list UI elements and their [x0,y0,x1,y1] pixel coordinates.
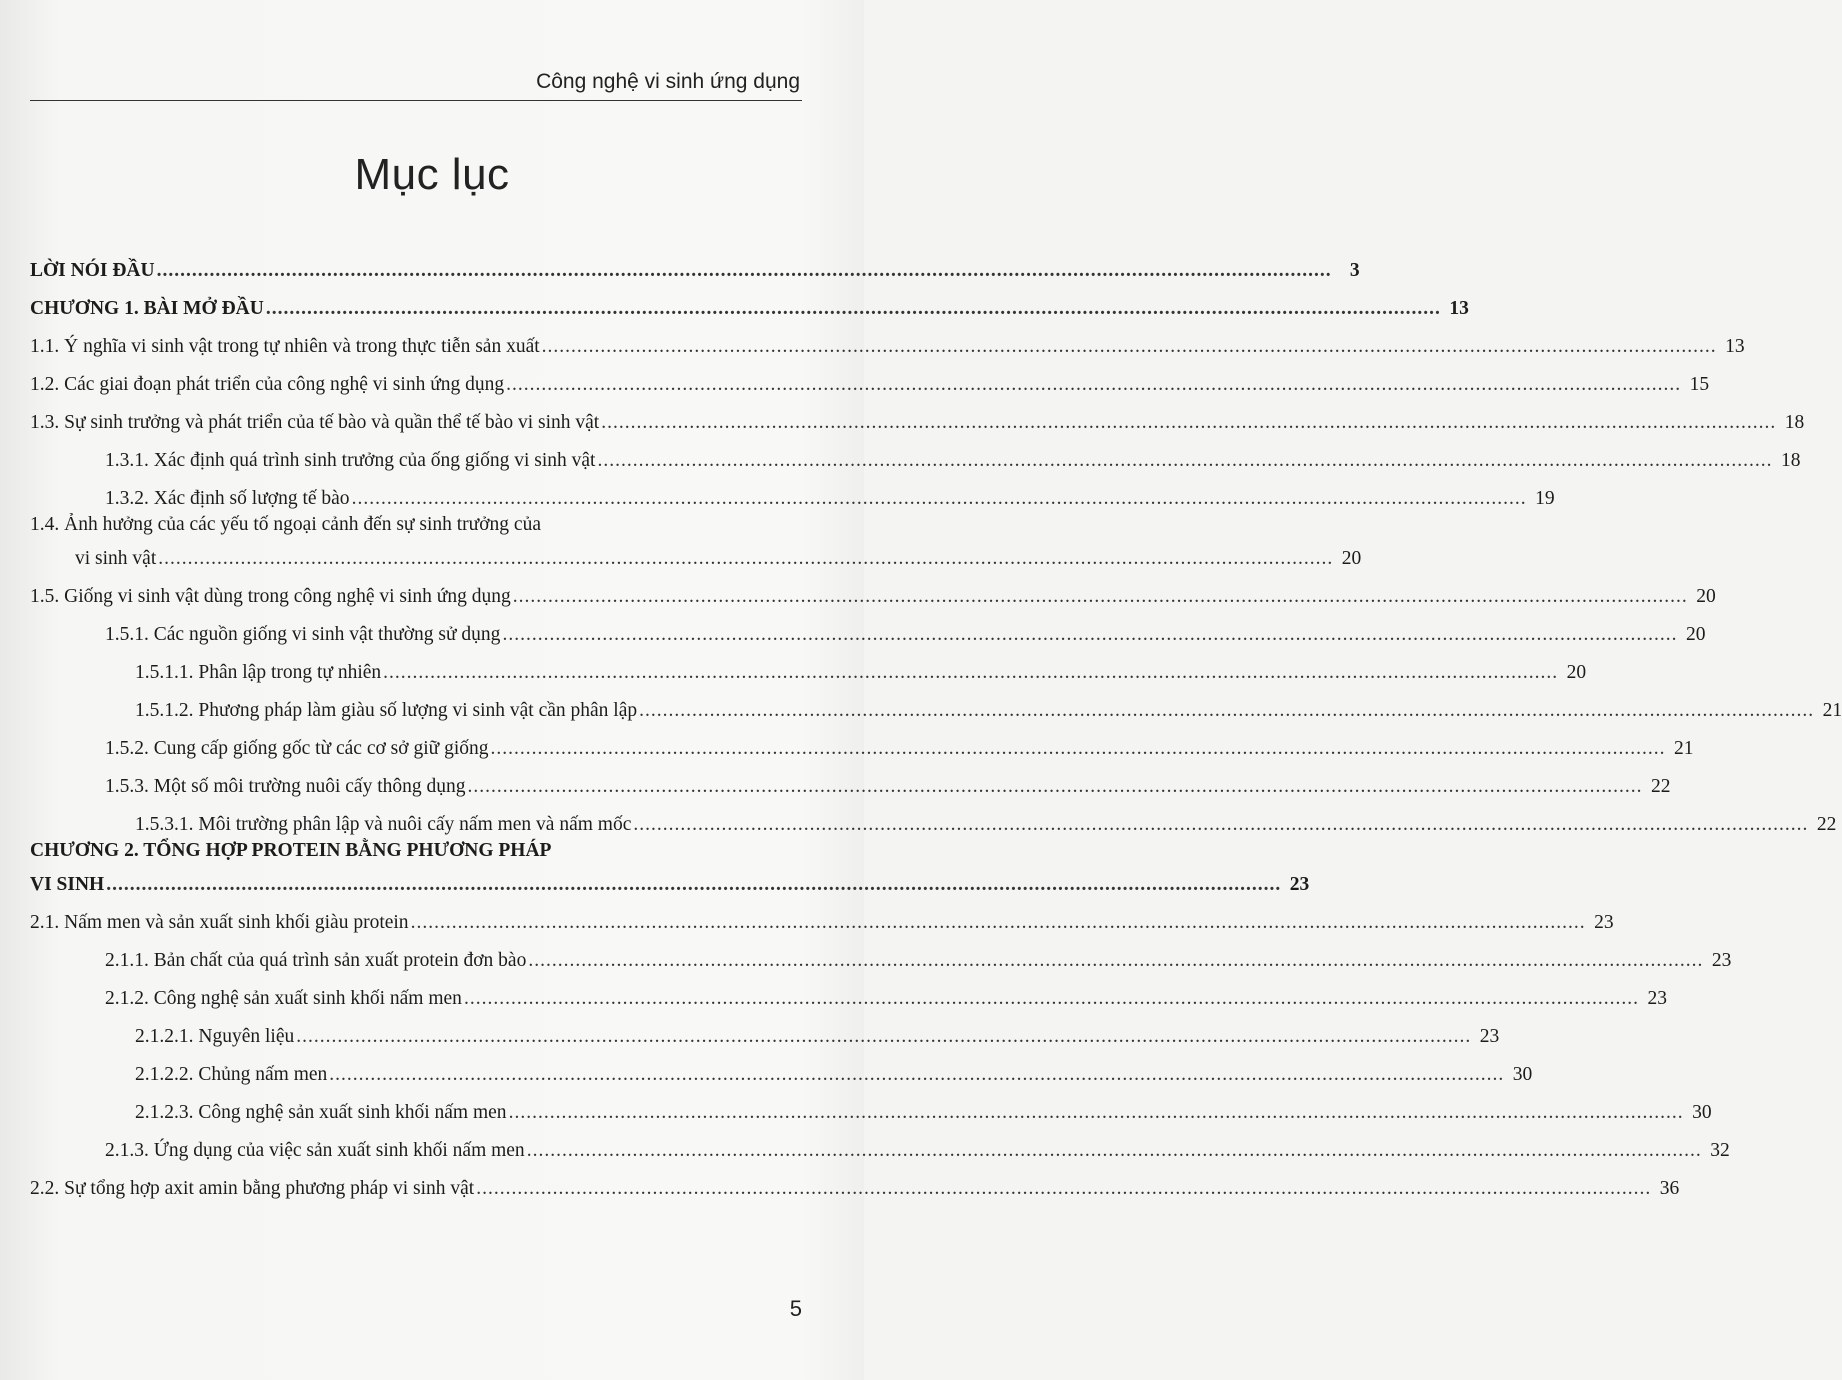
dot-leader: ........................................................................................................................................................................................................ [597,450,1773,471]
toc-entry [30,684,1842,722]
toc-entry-text: 1.4. Ảnh hưởng của các yếu tố ngoại cảnh đến sự sinh trưởng của [30,514,541,535]
dot-leader: ........................................................................................................................................................................................................ [633,814,1809,835]
toc-entry [30,1124,1730,1162]
toc-entry-text: 2.1. Nấm men và sản xuất sinh khối giàu protein [30,912,409,933]
dot-leader: ........................................................................................................................................................................................................ [490,738,1666,759]
toc-entry-text: 1.2. Các giai đoạn phát triển của công nghệ vi sinh ứng dụng [30,374,505,395]
toc-entry [30,760,1671,798]
toc-entry-text: 1.3. Sự sinh trưởng và phát triển của tế bào và quần thể tế bào vi sinh vật [30,412,600,433]
toc-entry-text: 2.1.2.2. Chủng nấm men [135,1064,328,1085]
toc-entry-text: 1.5.2. Cung cấp giống gốc từ các cơ sở giữ giống [105,738,489,759]
dot-leader: ........................................................................................................................................................................................................ [476,1178,1652,1199]
toc-entry-text: 2.1.2.1. Nguyên liệu [135,1026,295,1047]
toc-page-number: 23 [1289,874,1310,895]
toc-page-number: 22 [1816,814,1837,835]
toc-page-number: 23 [1647,988,1667,1009]
dot-leader: ........................................................................................................................................................................................................ [639,700,1815,721]
toc-entry [30,1048,1533,1086]
toc-entry [30,396,1805,434]
toc-entry [30,896,1614,934]
dot-leader: ........................................................................................................................................................................................................ [410,912,1586,933]
toc-entry [30,282,1469,320]
toc-page-number: 20 [1685,624,1706,645]
toc-entry-text: 2.1.3. Ứng dụng của việc sản xuất sinh khối nấm men [105,1140,525,1161]
toc-entry-text-continued: vi sinh vật [75,548,157,569]
dot-leader: ........................................................................................................................................................................................................ [502,624,1678,645]
dot-leader: ........................................................................................................................................................................................................ [541,336,1717,357]
toc-entry [30,434,1801,472]
toc-page-number: 18 [1784,412,1805,433]
toc-entry-text: 1.1. Ý nghĩa vi sinh vật trong tự nhiên và trong thực tiễn sản xuất [30,336,540,357]
toc-page-number: 22 [1651,776,1671,797]
dot-leader: ........................................................................................................................................................................................................ [265,298,1441,319]
toc-entry [30,244,1360,282]
dot-leader: ........................................................................................................................................................................................................ [528,950,1704,971]
toc-entry [30,570,1716,608]
running-header: Công nghệ vi sinh ứng dụng [536,70,800,93]
dot-leader: ........................................................................................................................................................................................................ [329,1064,1505,1085]
toc-page-number: 23 [1594,912,1614,933]
toc-entry-text: 2.1.2. Công nghệ sản xuất sinh khối nấm men [105,988,462,1009]
toc-page-number: 20 [1341,548,1362,569]
page-title: Mục lục [354,150,510,199]
toc-entry-text: 1.5.3. Một số môi trường nuôi cấy thông dụng [105,776,466,797]
dot-leader: ........................................................................................................................................................................................................ [106,874,1282,895]
dot-leader: ........................................................................................................................................................................................................ [351,488,1527,509]
dot-leader: ........................................................................................................................................................................................................ [601,412,1777,433]
toc-page-number: 23 [1711,950,1732,971]
toc-entry-text: 2.1.1. Bản chất của quá trình sản xuất protein đơn bào [105,950,527,971]
toc-entry-text: 1.3.2. Xác định số lượng tế bào [105,488,350,509]
toc-page-number: 23 [1479,1026,1500,1047]
toc-entry-text: 1.5. Giống vi sinh vật dùng trong công nghệ vi sinh ứng dụng [30,586,511,607]
toc-entry [30,722,1694,760]
toc-entry [30,358,1710,396]
dot-leader: ........................................................................................................................................................................................................ [526,1140,1702,1161]
toc-entry-text: CHƯƠNG 1. BÀI MỞ ĐẦU [30,298,264,319]
dot-leader: ........................................................................................................................................................................................................ [467,776,1643,797]
toc-entry [30,1162,1680,1200]
toc-entry [30,510,1362,570]
toc-page-number: 19 [1535,488,1555,509]
toc-entry [30,646,1587,684]
toc-entry-text: 1.5.1. Các nguồn giống vi sinh vật thường sử dụng [105,624,501,645]
toc-entry [30,320,1745,358]
toc-page-number: 18 [1780,450,1801,471]
toc-entry-text: 2.2. Sự tổng hợp axit amin bằng phương pháp vi sinh vật [30,1178,475,1199]
toc-entry-text: 1.5.3.1. Môi trường phân lập và nuôi cấy nấm men và nấm mốc [135,814,632,835]
toc-page-number: 20 [1566,662,1587,683]
toc-page-number: 32 [1710,1140,1730,1161]
toc-page-number: 21 [1674,738,1694,759]
toc-entry-text-continued: VI SINH [30,874,105,895]
toc-page-number: 30 [1692,1102,1712,1123]
toc-entry-text: 2.1.2.3. Công nghệ sản xuất sinh khối nấm men [135,1102,507,1123]
toc-entry [30,934,1732,972]
toc-entry-text: 1.3.1. Xác định quá trình sinh trưởng của ống giống vi sinh vật [105,450,596,471]
page-number: 5 [789,1296,802,1321]
toc-entry [30,798,1837,836]
toc-entry [30,972,1667,1010]
toc-page-number: 15 [1689,374,1710,395]
toc-page-number: 13 [1725,336,1745,357]
toc-page-number: 3 [1349,260,1360,281]
toc-page-number: 30 [1512,1064,1533,1085]
toc-page-number: 36 [1659,1178,1680,1199]
dot-leader: ........................................................................................................................................................................................................ [383,662,1559,683]
toc-entry [30,836,1310,896]
table-of-contents [30,244,1842,1200]
dot-leader: ........................................................................................................................................................................................................ [506,374,1682,395]
dot-leader: ........................................................................................................................................................................................................ [463,988,1639,1009]
dot-leader: ........................................................................................................................................................................................................ [296,1026,1472,1047]
toc-entry-text: 1.5.1.1. Phân lập trong tự nhiên [135,662,382,683]
dot-leader: ........................................................................................................................................................................................................ [156,260,1332,281]
toc-page-number: 13 [1449,298,1469,319]
toc-entry [30,472,1555,510]
toc-page-number: 21 [1822,700,1842,721]
dot-leader: ........................................................................................................................................................................................................ [512,586,1688,607]
toc-entry-text: LỜI NÓI ĐẦU [30,260,155,281]
header-rule [30,100,802,101]
toc-entry-text: 1.5.1.2. Phương pháp làm giàu số lượng vi sinh vật cần phân lập [135,700,638,721]
toc-entry [30,1010,1500,1048]
toc-page-number: 20 [1696,586,1716,607]
toc-entry [30,1086,1712,1124]
toc-entry [30,608,1706,646]
toc-entry-text: CHƯƠNG 2. TỔNG HỢP PROTEIN BẰNG PHƯƠNG PHÁP [30,840,552,861]
dot-leader: ........................................................................................................................................................................................................ [508,1102,1684,1123]
dot-leader: ........................................................................................................................................................................................................ [158,548,1334,569]
